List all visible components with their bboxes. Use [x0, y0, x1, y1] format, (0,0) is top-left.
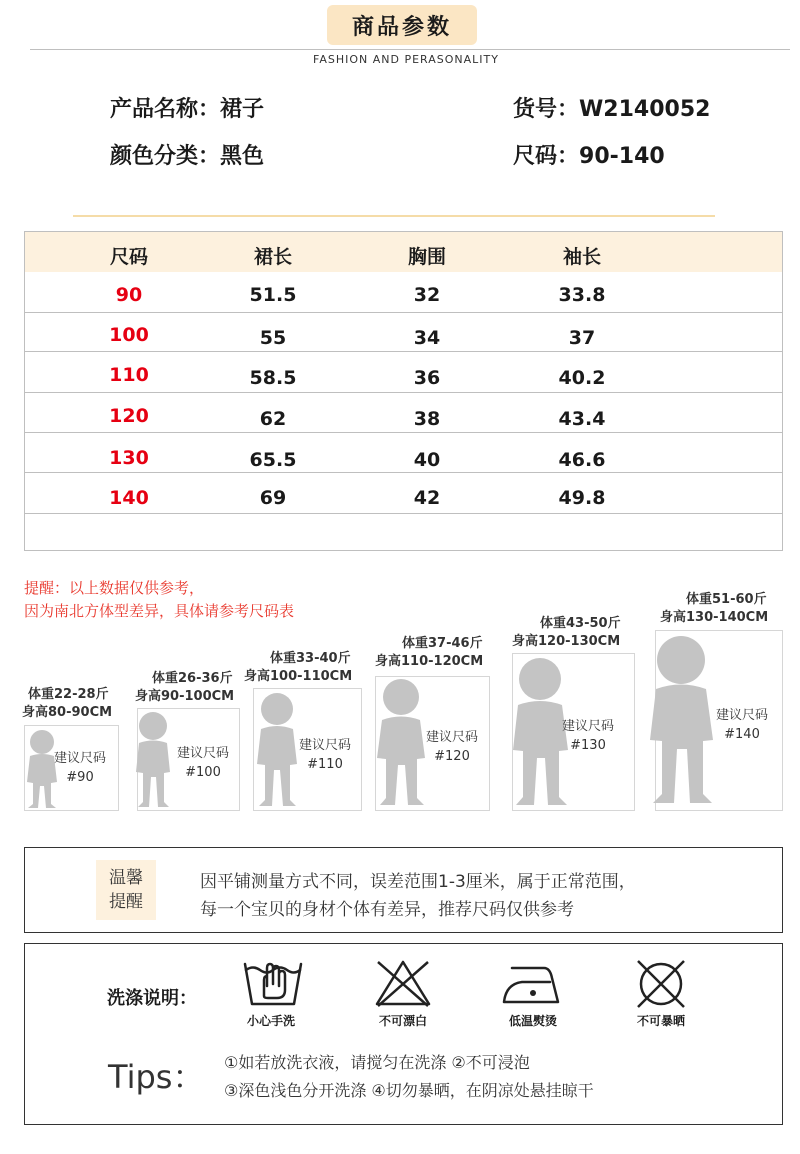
row-skirt-length: 65.5 [249, 449, 297, 471]
product-sku [513, 92, 710, 123]
figure-recommend: 建议尺码 [425, 730, 478, 745]
figure-size: #140 [724, 727, 760, 742]
figure-height: 身高80-90CM [22, 705, 113, 720]
figure-recommend: 建议尺码 [298, 738, 351, 753]
figure-recommend: 建议尺码 [561, 719, 614, 734]
tips-line-2: ③深色浅色分开洗涤 ④切勿暴晒，在阴凉处悬挂晾干 [224, 1081, 594, 1100]
row-chest: 40 [413, 449, 441, 471]
row-chest: 32 [413, 284, 441, 306]
row-divider [25, 513, 782, 514]
figure-weight: 体重22-28斤 [28, 687, 109, 702]
product-color-label: 颜色分类： [110, 144, 221, 169]
figure-recommend: 建议尺码 [715, 708, 768, 723]
header-size: 尺码 [109, 246, 148, 268]
product-sku-value: W2140052 [579, 97, 711, 122]
warm-tip-tag-line-2: 提醒 [109, 892, 143, 912]
row-divider [25, 432, 782, 433]
hand-wash-caption: 小心手洗 [246, 1014, 295, 1028]
low-iron-icon [500, 962, 566, 1006]
row-sleeve: 46.6 [558, 449, 606, 471]
figure-height: 身高120-130CM [512, 634, 621, 649]
product-name [110, 92, 264, 123]
figure-recommend: 建议尺码 [176, 746, 229, 761]
header-skirt-length: 裙长 [253, 246, 292, 268]
reminder-line-1: 提醒：以上数据仅供参考， [24, 579, 205, 597]
header-divider [30, 49, 790, 50]
page-title: 商品参数 [327, 5, 477, 45]
figure-size: #110 [307, 757, 343, 772]
product-size-value: 90-140 [579, 144, 665, 169]
row-divider [25, 392, 782, 393]
row-divider [25, 472, 782, 473]
product-size [513, 139, 665, 170]
figure-weight: 体重43-50斤 [540, 616, 621, 631]
warm-tip-tag [96, 860, 156, 920]
product-name-label: 产品名称： [110, 97, 221, 122]
row-sleeve: 43.4 [558, 408, 606, 430]
row-size: 100 [109, 324, 149, 346]
size-table-header [25, 232, 782, 272]
product-name-value: 裙子 [220, 97, 265, 122]
no-sun-caption: 不可暴晒 [636, 1014, 685, 1028]
row-skirt-length: 58.5 [249, 367, 297, 389]
page-subtitle: FASHION AND PERASONALITY [313, 53, 499, 66]
product-sku-label: 货号： [513, 97, 580, 122]
no-bleach-caption: 不可漂白 [378, 1014, 427, 1028]
figure-weight: 体重51-60斤 [686, 592, 767, 607]
figure-recommend: 建议尺码 [53, 751, 106, 766]
figure-size: #130 [570, 738, 606, 753]
row-skirt-length: 55 [259, 327, 287, 349]
row-skirt-length: 51.5 [249, 284, 297, 306]
section-divider [73, 215, 715, 217]
size-table [24, 231, 783, 551]
header-sleeve: 袖长 [562, 246, 601, 268]
figure-height: 身高90-100CM [135, 689, 235, 704]
row-skirt-length: 69 [259, 487, 287, 509]
figure-height: 身高130-140CM [660, 610, 769, 625]
figure-weight: 体重37-46斤 [402, 636, 483, 651]
figure-size: #100 [185, 765, 221, 780]
figure-weight: 体重33-40斤 [270, 651, 351, 666]
no-bleach-icon [374, 958, 432, 1008]
wash-title: 洗涤说明： [107, 988, 197, 1009]
figure-size: #90 [66, 770, 94, 785]
warm-tip-line-2: 每一个宝贝的身材个体有差异，推荐尺码仅供参考 [200, 900, 574, 920]
hand-wash-icon [242, 958, 304, 1008]
row-chest: 36 [413, 367, 441, 389]
warm-tip-tag-line-1: 温馨 [109, 868, 143, 888]
figure-height: 身高100-110CM [244, 669, 353, 684]
row-chest: 42 [413, 487, 441, 509]
figure-weight: 体重26-36斤 [152, 671, 233, 686]
row-sleeve: 49.8 [558, 487, 606, 509]
row-sleeve: 33.8 [558, 284, 606, 306]
product-color [110, 139, 264, 170]
tips-heading: Tips： [108, 1058, 205, 1096]
row-divider [25, 312, 782, 313]
row-size: 140 [109, 487, 149, 509]
header-chest: 胸围 [407, 246, 446, 268]
row-size: 110 [109, 364, 149, 386]
row-size: 120 [109, 405, 149, 427]
row-chest: 38 [413, 408, 441, 430]
low-iron-caption: 低温熨烫 [508, 1014, 557, 1028]
figure-height: 身高110-120CM [375, 654, 484, 669]
row-chest: 34 [413, 327, 441, 349]
row-sleeve: 37 [568, 327, 596, 349]
warm-tip-line-1: 因平铺测量方式不同，误差范围1-3厘米，属于正常范围， [200, 872, 636, 892]
reminder-line-2: 因为南北方体型差异，具体请参考尺码表 [24, 602, 295, 620]
product-color-value: 黑色 [220, 144, 265, 169]
tips-line-1: ①如若放洗衣液，请搅匀在洗涤 ②不可浸泡 [224, 1053, 530, 1072]
row-skirt-length: 62 [259, 408, 287, 430]
product-size-label: 尺码： [513, 144, 580, 169]
no-sun-icon [633, 958, 689, 1010]
row-divider [25, 351, 782, 352]
figure-size: #120 [434, 749, 470, 764]
row-sleeve: 40.2 [558, 367, 606, 389]
row-size: 90 [115, 284, 143, 306]
row-size: 130 [109, 447, 149, 469]
